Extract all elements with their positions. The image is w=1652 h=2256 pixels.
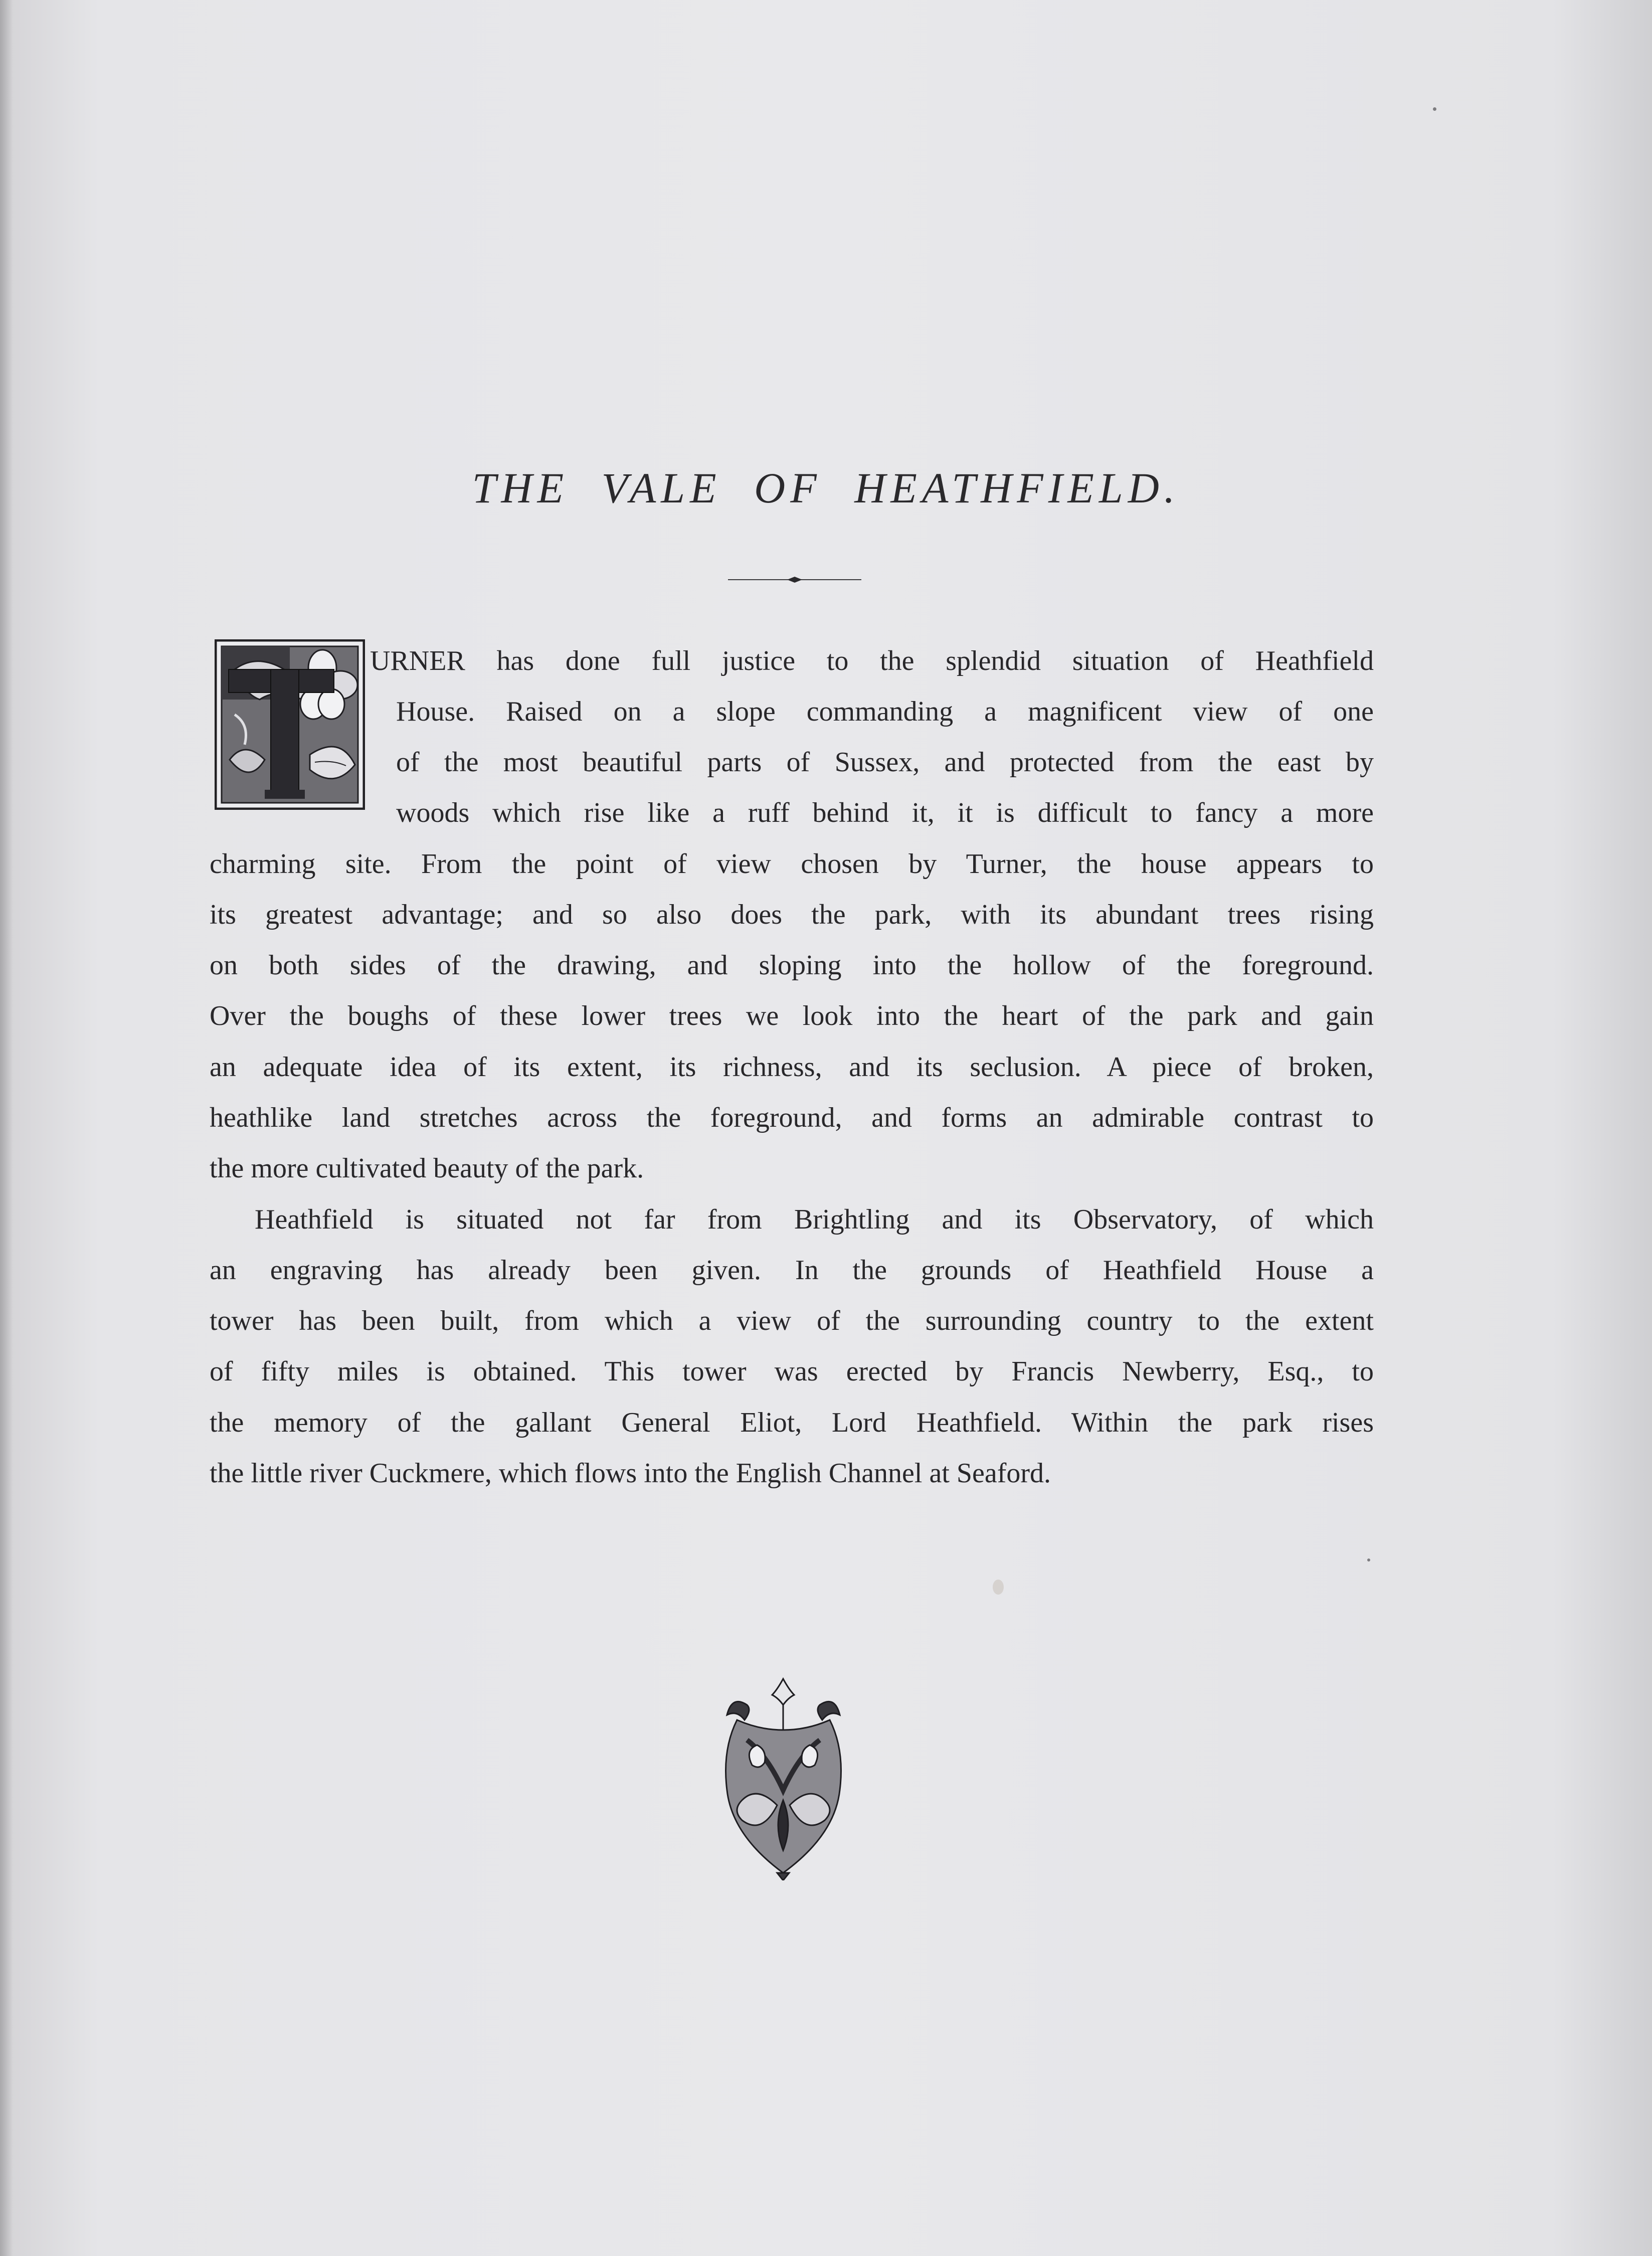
text-line: its greatest advantage; and so also does the park, with its abundant trees rising — [210, 899, 1374, 930]
text-line: House. Raised on a slope commanding a magnificent view of one — [396, 696, 1374, 727]
text-line: woods which rise like a ruff behind it, it is difficult to fancy a more — [396, 797, 1374, 828]
text-line: an adequate idea of its extent, its richness, and its seclusion. A piece of broken, — [210, 1052, 1374, 1083]
text-line: URNER has done full justice to the splendid situation of Heathfield — [370, 645, 1374, 676]
illuminated-drop-cap — [215, 639, 365, 810]
page-edge-shadow — [0, 0, 13, 2256]
text-line: the little river Cuckmere, which flows into the English Channel at Seaford. — [210, 1458, 1051, 1489]
text-line: charming site. From the point of view chosen by Turner, the house appears to — [210, 848, 1374, 880]
floral-tailpiece-ornament — [717, 1675, 850, 1880]
text-line: an engraving has already been given. In the grounds of Heathfield House a — [210, 1255, 1374, 1286]
text-line: Heathfield is situated not far from Brightling and its Observatory, of which — [255, 1204, 1374, 1235]
text-line: heathlike land stretches across the foreground, and forms an admirable contrast to — [210, 1102, 1374, 1133]
paper-speck — [993, 1580, 1004, 1595]
paper-speck — [1433, 107, 1436, 111]
text-line: Over the boughs of these lower trees we look into the heart of the park and gain — [210, 1000, 1374, 1031]
text-line: of fifty miles is obtained. This tower was erected by Francis Newberry, Esq., to — [210, 1356, 1374, 1387]
text-line: tower has been built, from which a view of the surrounding country to the extent — [210, 1305, 1374, 1336]
text-line: the more cultivated beauty of the park. — [210, 1153, 644, 1184]
title-divider-rule — [727, 575, 862, 585]
page-title: THE VALE OF HEATHFIELD. — [472, 464, 1180, 512]
text-line: of the most beautiful parts of Sussex, and protected from the east by — [396, 747, 1374, 778]
text-line: on both sides of the drawing, and sloping into the hollow of the foreground. — [210, 950, 1374, 981]
text-line: the memory of the gallant General Eliot, Lord Heathfield. Within the park rises — [210, 1407, 1374, 1438]
paper-speck — [1367, 1558, 1370, 1561]
